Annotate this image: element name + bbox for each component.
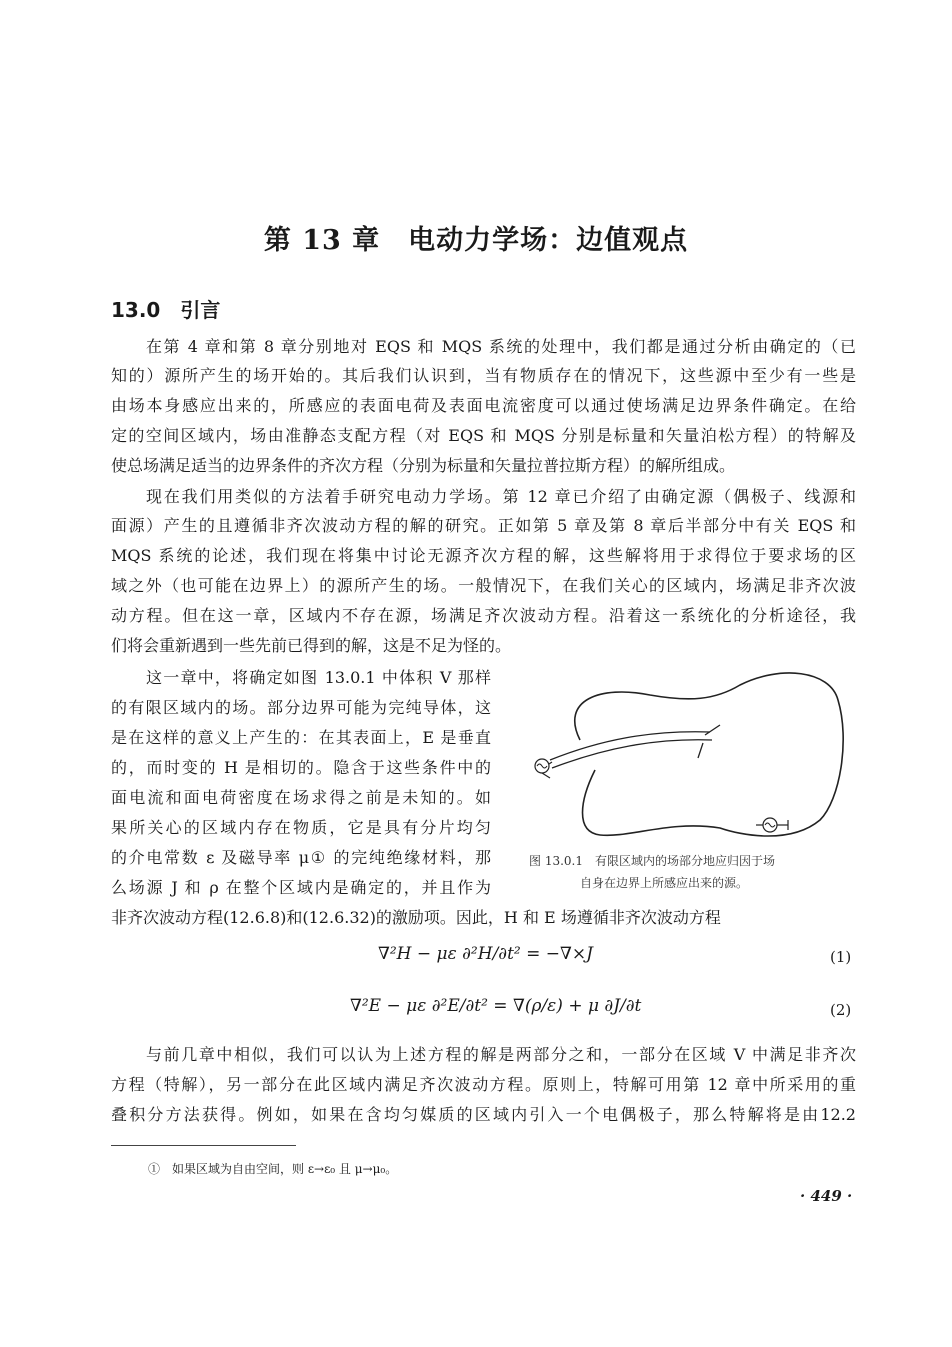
text-line: 定的空间区域内，场由准静态支配方程（对 EQS 和 MQS 分别是标量和矢量泊松方程）的特解及	[111, 426, 856, 445]
text-line: 这一章中，将确定如图 13.0.1 中体积 V 那样	[146, 668, 491, 687]
text-line: 的，而时变的 H 是相切的。隐含于这些条件中的	[111, 758, 491, 777]
sine-wave-icon	[765, 823, 775, 827]
text-line: 非齐次波动方程(12.6.8)和(12.6.32)的激励项。因此，H 和 E 场遵循非齐次波动方程	[111, 908, 721, 927]
conductor-edge	[705, 725, 720, 735]
text-line: 方程（特解），另一部分在此区域内满足齐次波动方程。原则上，特解可用第 12 章中所采用的重	[111, 1075, 856, 1094]
text-line: 是在这样的意义上产生的：在其表面上，E 是垂直	[111, 728, 491, 747]
transmission-line-lower	[552, 740, 712, 768]
figure-region-diagram	[520, 660, 860, 850]
text-line: 动方程。但在这一章，区域内不存在源，场满足齐次波动方程。沿着这一系统化的分析途径，我	[111, 606, 856, 625]
text-line: 域之外（也可能在边界上）的源所产生的场。一般情况下，在我们关心的区域内，场满足非齐次波	[111, 576, 856, 595]
section-heading: 13.0 引言	[111, 298, 221, 322]
figure-caption: 自身在边界上所感应出来的源。	[580, 876, 749, 890]
region-boundary	[575, 673, 843, 836]
equation-number: (2)	[830, 1001, 852, 1019]
text-line: MQS 系统的论述，我们现在将集中讨论无源齐次方程的解，这些解将用于求得位于要求场的区	[111, 546, 856, 565]
text-line: 使总场满足适当的边界条件的齐次方程（分别为标量和矢量拉普拉斯方程）的解所组成。	[111, 456, 736, 475]
footnote-rule	[111, 1145, 296, 1146]
text-line: 们将会重新遇到一些先前已得到的解，这是不足为怪的。	[111, 636, 512, 655]
text-line: 果所关心的区域内存在物质，它是具有分片均匀	[111, 818, 491, 837]
page-number: · 449 ·	[800, 1187, 853, 1205]
conductor-edge	[698, 743, 703, 758]
equation-1: ∇²H − με ∂²H/∂t² = −∇×J	[378, 944, 593, 964]
equation-number: (1)	[830, 948, 852, 966]
chapter-title: 第 13 章 电动力学场：边值观点	[263, 225, 689, 256]
text-line: 叠积分方法获得。例如，如果在含均匀媒质的区域内引入一个电偶极子，那么特解将是由12.2	[111, 1105, 856, 1124]
footnote: ① 如果区域为自由空间，则 ε→ε₀ 且 μ→μ₀。	[148, 1162, 398, 1176]
text-line: 的介电常数 ε 及磁导率 μ① 的完纯绝缘材料，那	[111, 848, 491, 867]
text-line: 么场源 J 和 ρ 在整个区域内是确定的，并且作为	[111, 878, 491, 897]
text-line: 现在我们用类似的方法着手研究电动力学场。第 12 章已介绍了由确定源（偶极子、线源和	[146, 487, 856, 506]
text-line: 知的）源所产生的场开始的。其后我们认识到，当有物质存在的情况下，这些源中至少有一些是	[111, 366, 856, 385]
equation-2: ∇²E − με ∂²E/∂t² = ∇(ρ/ε) + μ ∂J/∂t	[350, 996, 642, 1016]
sine-wave-icon	[537, 764, 547, 768]
figure-caption: 图 13.0.1 有限区域内的场部分地应归因于场	[529, 854, 775, 868]
text-line: 由场本身感应出来的，所感应的表面电荷及表面电流密度可以通过使场满足边界条件确定。在给	[111, 396, 856, 415]
text-line: 面电流和面电荷密度在场求得之前是未知的。如	[111, 788, 491, 807]
text-line: 与前几章中相似，我们可以认为上述方程的解是两部分之和，一部分在区域 V 中满足非齐次	[146, 1045, 856, 1064]
text-line: 面源）产生的且遵循非齐次波动方程的解的研究。正如第 5 章及第 8 章后半部分中有关 EQS 和	[111, 516, 856, 535]
text-line: 的有限区域内的场。部分边界可能为完纯导体，这	[111, 698, 491, 717]
text-line: 在第 4 章和第 8 章分别地对 EQS 和 MQS 系统的处理中，我们都是通过分析由确定的（已	[146, 337, 856, 356]
